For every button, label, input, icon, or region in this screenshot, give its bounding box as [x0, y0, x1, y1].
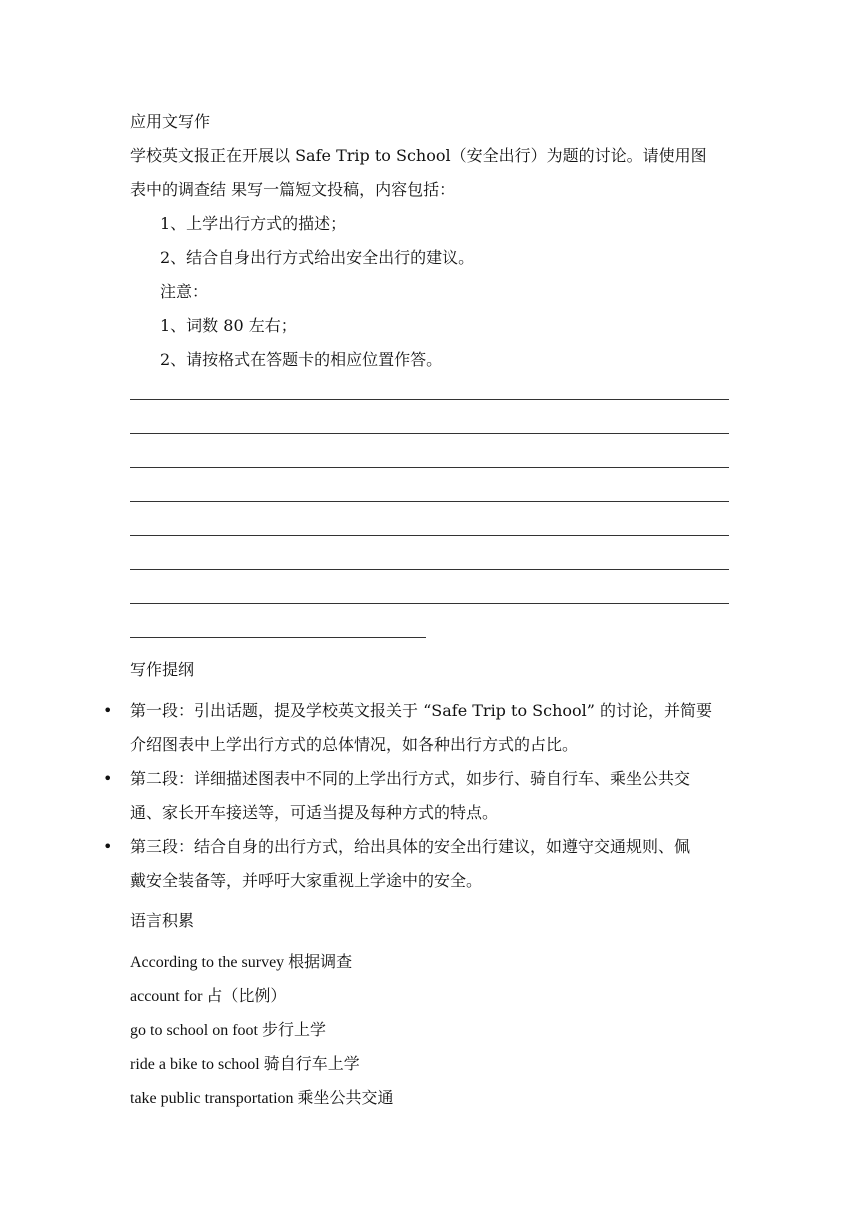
vocabulary-item: go to school on foot 步行上学: [130, 1022, 326, 1039]
vocabulary-item: ride a bike to school 骑自行车上学: [130, 1056, 360, 1073]
answer-line[interactable]: [130, 467, 729, 468]
outline-heading: 写作提纲: [130, 660, 195, 679]
bullet-icon: •: [103, 837, 113, 856]
note-item-1: 1、词数 80 左右；: [160, 316, 297, 335]
task-intro-line-2: 表中的调查结 果写一篇短文投稿，内容包括：: [130, 180, 456, 199]
answer-line[interactable]: [130, 569, 729, 570]
answer-line[interactable]: [130, 501, 729, 502]
answer-line[interactable]: [130, 399, 729, 400]
vocabulary-item: According to the survey 根据调查: [130, 954, 353, 971]
task-intro-line-1: 学校英文报正在开展以 Safe Trip to School（安全出行）为题的讨论。请使用图: [130, 146, 707, 165]
note-item-2: 2、请按格式在答题卡的相应位置作答。: [160, 350, 443, 369]
vocabulary-item: take public transportation 乘坐公共交通: [130, 1090, 394, 1107]
outline-point-1-line-2: 介绍图表中上学出行方式的总体情况，如各种出行方式的占比。: [130, 735, 579, 754]
vocabulary-heading: 语言积累: [130, 911, 195, 930]
answer-line[interactable]: [130, 433, 729, 434]
content-item-1: 1、上学出行方式的描述；: [160, 214, 347, 233]
task-heading: 应用文写作: [130, 112, 211, 131]
vocabulary-item: account for 占（比例）: [130, 988, 287, 1005]
outline-point-1-line-1: 第一段：引出话题，提及学校英文报关于 “Safe Trip to School” 的讨论，并简要: [130, 701, 713, 720]
bullet-icon: •: [103, 769, 113, 788]
content-item-2: 2、结合自身出行方式给出安全出行的建议。: [160, 248, 475, 267]
outline-point-3-line-2: 戴安全装备等，并呼吁大家重视上学途中的安全。: [130, 871, 483, 890]
bullet-icon: •: [103, 701, 113, 720]
answer-line[interactable]: [130, 535, 729, 536]
notes-label: 注意：: [160, 282, 209, 301]
outline-point-2-line-2: 通、家长开车接送等，可适当提及每种方式的特点。: [130, 803, 499, 822]
answer-line[interactable]: [130, 603, 729, 604]
outline-point-3-line-1: 第三段：结合自身的出行方式，给出具体的安全出行建议，如遵守交通规则、佩: [130, 837, 691, 856]
outline-point-2-line-1: 第二段：详细描述图表中不同的上学出行方式，如步行、骑自行车、乘坐公共交: [130, 769, 691, 788]
answer-line-last[interactable]: [130, 637, 426, 638]
